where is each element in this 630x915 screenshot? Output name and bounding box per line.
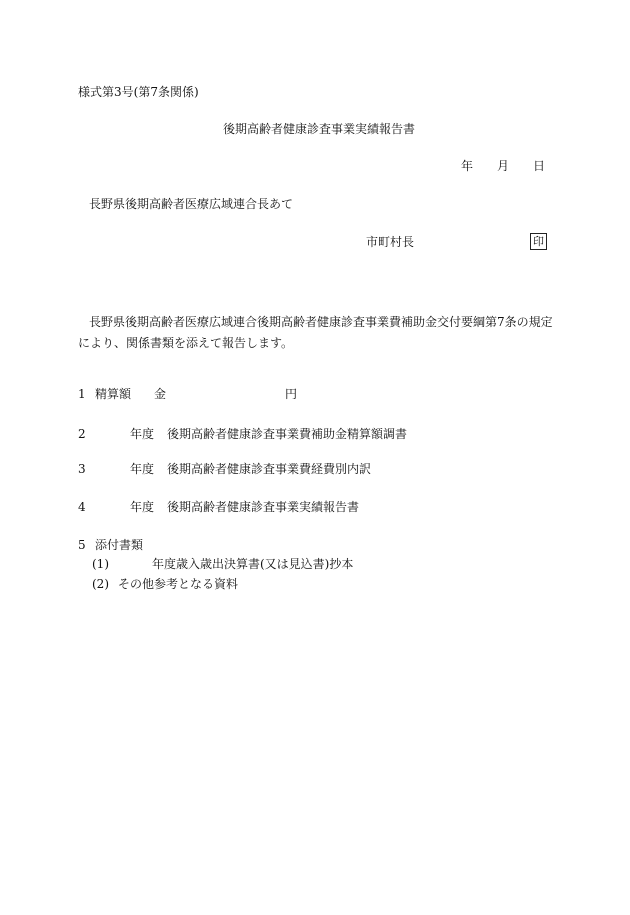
seal-mark: 印 — [530, 233, 547, 250]
attachment-number: (1) — [92, 557, 109, 571]
item-label: 精算額 — [95, 387, 132, 401]
item-settlement-amount — [78, 388, 318, 402]
currency-suffix: 円 — [285, 387, 298, 401]
item-number: 2 — [78, 427, 86, 441]
attachment-number: (2) — [92, 577, 109, 591]
signatory-label: 市町村長 — [366, 235, 415, 249]
item-number: 1 — [78, 387, 86, 401]
item-year: 年度 — [130, 427, 155, 441]
attachment-item — [92, 558, 372, 572]
item-attachments — [78, 539, 198, 553]
item-number: 5 — [78, 538, 86, 552]
item-expense-breakdown — [78, 463, 418, 477]
attachment-text: その他参考となる資料 — [118, 577, 239, 591]
attachment-item — [92, 578, 292, 592]
attachment-text: 歳入歳出決算書(又は見込書)抄本 — [176, 557, 354, 571]
date-month-label: 月 — [497, 159, 510, 173]
item-text: 後期高齢者健康診査事業実績報告書 — [167, 500, 360, 514]
item-text: 後期高齢者健康診査事業費経費別内訳 — [167, 462, 372, 476]
item-year: 年度 — [130, 462, 155, 476]
item-number: 4 — [78, 500, 86, 514]
attachment-year: 年度 — [152, 557, 177, 571]
currency-prefix: 金 — [154, 387, 167, 401]
date-day-label: 日 — [533, 159, 546, 173]
item-subsidy-statement — [78, 428, 418, 442]
addressee: 長野県後期高齢者医療広域連合長あて — [89, 197, 294, 211]
item-number: 3 — [78, 462, 86, 476]
item-results-report — [78, 501, 418, 515]
document-title: 後期高齢者健康診査事業実績報告書 — [223, 122, 416, 136]
body-text: 長野県後期高齢者医療広域連合後期高齢者健康診査事業費補助金交付要綱第7条の規定により、関係書類を添えて報告します。 — [78, 315, 553, 350]
item-year: 年度 — [130, 500, 155, 514]
item-text: 後期高齢者健康診査事業費補助金精算額調書 — [167, 427, 408, 441]
date-year-label: 年 — [461, 159, 474, 173]
item-label: 添付書類 — [95, 538, 144, 552]
form-number-label: 様式第3号(第7条関係) — [78, 85, 199, 99]
